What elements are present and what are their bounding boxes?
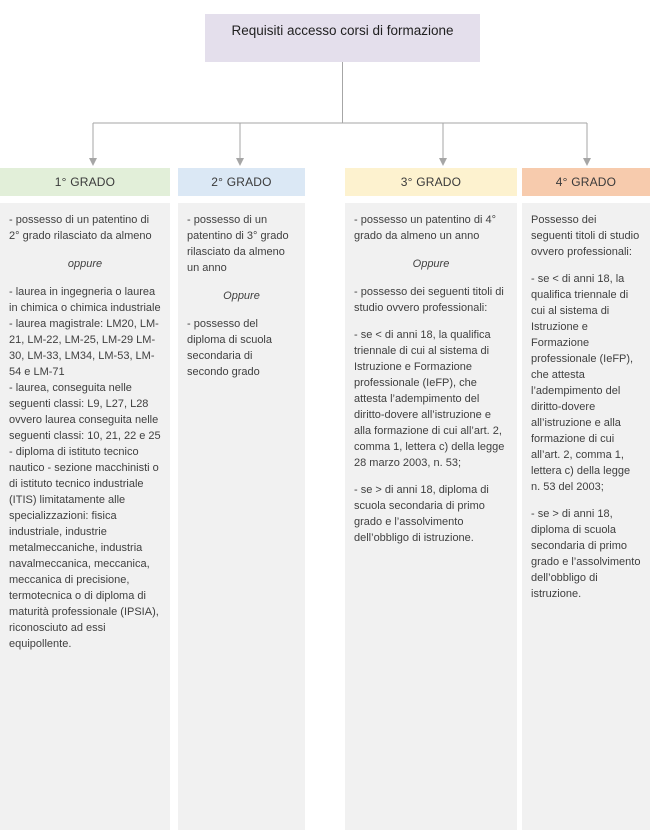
requirement-text: - laurea in ingegneria o laurea in chimica o chimica industriale (9, 286, 161, 314)
title-box (205, 14, 480, 62)
connector-stems (93, 62, 587, 160)
column-body-1-grado (0, 203, 170, 830)
oppure-label: oppure (67, 258, 103, 270)
column-grado-1 (0, 168, 170, 650)
column-header-1-grado: 1° GRADO (0, 168, 170, 196)
arrow-down-icon (439, 158, 447, 166)
connector-arrowheads (89, 158, 591, 166)
requirement-text: - se < di anni 18, la qualifica triennale di cui al sistema di Istruzione e Formazione professionale (IeFP), che attesta l’adempimento del diritto-dovere all’istruzione e alla formazione di cui all’art. 2, comma 1, lettera c) della legge n. 53 del 2003; (531, 273, 634, 493)
requirement-text: - se < di anni 18, la qualifica triennale di cui al sistema di Istruzione e Formazione professionale (IeFP), che attesta l’adempimento del diritto-dovere all’istruzione e alla formazione di cui all’art. 2, comma 1, lettera c) della legge 28 marzo 2003, n. 53; (354, 329, 505, 469)
column-grado-3 (345, 168, 517, 544)
requirement-text: - laurea magistrale: LM20, LM-21, LM-22, LM-25, LM-29 LM-30, LM-33, LM34, LM-53, LM-54 e LM-71 (9, 318, 159, 378)
column-header-3-grado: 3° GRADO (345, 168, 517, 196)
requirement-text: - se > di anni 18, diploma di scuola secondaria di primo grado e l’assolvimento dell’obbligo di istruzione. (531, 508, 641, 600)
requirement-text: - possesso di un patentino di 2° grado rilasciato da almeno (9, 214, 152, 242)
column-body-4-grado (522, 203, 650, 830)
requirement-text: - possesso dei seguenti titoli di studio ovvero professionali: (354, 286, 504, 314)
column-body-2-grado (178, 203, 305, 830)
oppure-label: Oppure (412, 258, 450, 270)
page-title: Requisiti accesso corsi di formazione (231, 23, 454, 38)
column-grado-4 (522, 168, 650, 600)
column-header-4-grado: 4° GRADO (522, 168, 650, 196)
requirement-text: - diploma di istituto tecnico nautico - sezione macchinisti o di istituto tecnico industriale (ITIS) limitatamente alle specializzazioni: fisica industriale, industrie metalmeccaniche, industria navalmeccanica, meccanica, meccanica di precisione, termotecnica o di diploma di maturità professionale (IPSIA), riconosciuto ad essi equipollente. (9, 446, 159, 650)
column-header-2-grado: 2° GRADO (178, 168, 305, 196)
requirement-text: - possesso un patentino di 4° grado da almeno un anno (354, 214, 496, 242)
oppure-label: Oppure (223, 290, 260, 302)
requirement-text: Possesso dei seguenti titoli di studio ovvero professionali: (531, 214, 640, 258)
arrow-down-icon (236, 158, 244, 166)
requirement-text: - laurea, conseguita nelle seguenti classi: L9, L27, L28 ovvero laurea conseguita nelle seguenti classi: 10, 21, 22 e 25 (9, 382, 161, 442)
arrow-down-icon (583, 158, 591, 166)
requirement-text: - possesso del diploma di scuola secondaria di secondo grado (187, 318, 272, 378)
requirement-text: - se > di anni 18, diploma di scuola secondaria di primo grado e l’assolvimento dell’obbligo di istruzione. (354, 484, 489, 544)
requirement-text: - possesso di un patentino di 3° grado rilasciato da almeno un anno (187, 214, 289, 274)
column-body-3-grado (345, 203, 517, 830)
arrow-down-icon (89, 158, 97, 166)
column-grado-2 (178, 168, 305, 378)
